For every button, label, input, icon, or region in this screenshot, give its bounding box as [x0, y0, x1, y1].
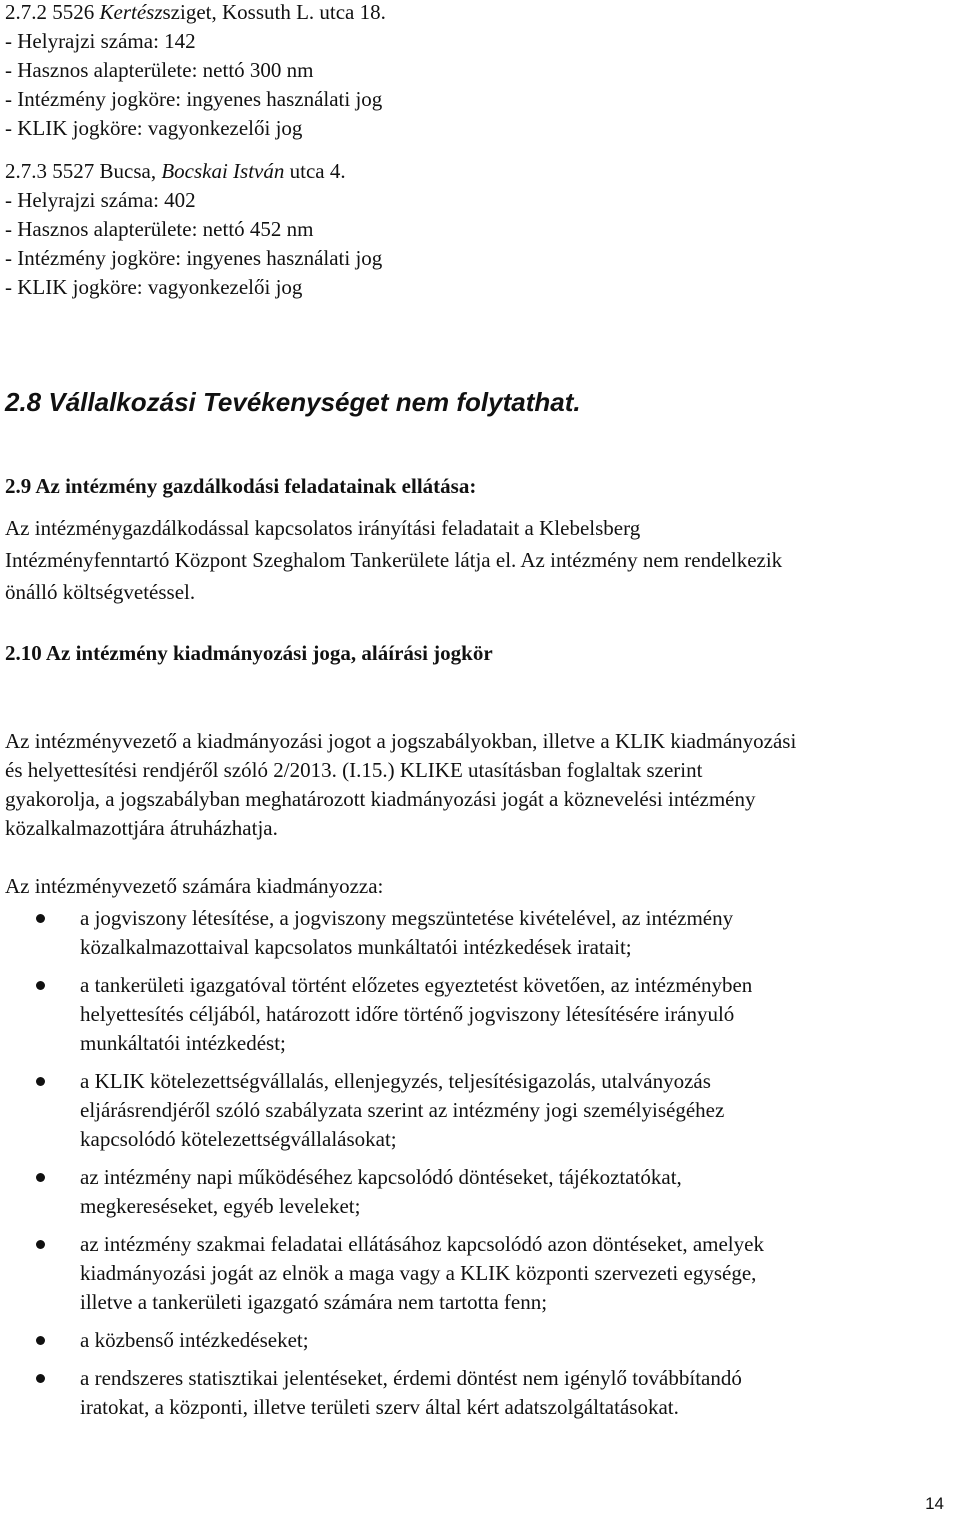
section-2-10-heading: 2.10 Az intézmény kiadmányozási joga, aláírási jogkör — [5, 641, 493, 665]
list-item-line: a jogviszony létesítése, a jogviszony megszüntetése kivételével, az intézmény — [80, 906, 734, 930]
list-item-line: kiadmányozási jogát az elnök a maga vagy a KLIK központi szervezeti egysége, — [80, 1261, 757, 1285]
section-number: 2.7.3 5527 Bucsa, — [5, 159, 162, 183]
list-item-line: a közbenső intézkedéseket; — [80, 1328, 309, 1352]
list-item-line: helyettesítés céljából, határozott időre történő jogviszony létesítésére irányuló — [80, 1002, 735, 1026]
bullet-icon — [36, 1240, 45, 1249]
bullet-icon — [36, 914, 45, 923]
paragraph-line: Az intézménygazdálkodással kapcsolatos irányítási feladatait a Klebelsberg — [5, 516, 641, 540]
paragraph-line: Az intézményvezető a kiadmányozási jogot a jogszabályokban, illetve a KLIK kiadmányozási — [5, 729, 797, 753]
property-line: - KLIK jogköre: vagyonkezelői jog — [5, 275, 303, 299]
bullet-icon — [36, 1173, 45, 1182]
section-2-7-2-heading — [5, 0, 386, 27]
section-2-8-heading: 2.8 Vállalkozási Tevékenységet nem folytathat. — [5, 387, 581, 417]
property-line: - Intézmény jogköre: ingyenes használati jog — [5, 246, 383, 270]
property-line: - Hasznos alapterülete: nettó 300 nm — [5, 58, 314, 82]
property-line: - Intézmény jogköre: ingyenes használati jog — [5, 87, 383, 111]
list-item-line: a tankerületi igazgatóval történt előzetes egyeztetést követően, az intézményben — [80, 973, 753, 997]
page-number: 14 — [925, 1494, 944, 1513]
list-item-line: közalkalmazottaival kapcsolatos munkáltatói intézkedések iratait; — [80, 935, 632, 959]
list-item-line: az intézmény napi működéséhez kapcsolódó döntéseket, tájékoztatókat, — [80, 1165, 682, 1189]
section-number: 2.7.2 5526 — [5, 0, 100, 24]
bullet-icon — [36, 1077, 45, 1086]
property-line: - KLIK jogköre: vagyonkezelői jog — [5, 116, 303, 140]
place-rest: sziget, Kossuth L. utca 18. — [162, 0, 386, 24]
list-item-line: a KLIK kötelezettségvállalás, ellenjegyzés, teljesítésigazolás, utalványozás — [80, 1069, 711, 1093]
paragraph-line: és helyettesítési rendjéről szóló 2/2013. (I.15.) KLIKE utasításban foglaltak szerint — [5, 758, 703, 782]
property-line: - Helyrajzi száma: 402 — [5, 188, 196, 212]
list-item-line: megkereséseket, egyéb leveleket; — [80, 1194, 361, 1218]
bullet-icon — [36, 981, 45, 990]
property-line: - Hasznos alapterülete: nettó 452 nm — [5, 217, 314, 241]
list-intro: Az intézményvezető számára kiadmányozza: — [5, 874, 384, 898]
list-item-line: munkáltatói intézkedést; — [80, 1031, 286, 1055]
bullet-icon — [36, 1374, 45, 1383]
property-line: - Helyrajzi száma: 142 — [5, 29, 196, 53]
paragraph-line: gyakorolja, a jogszabályban meghatározott kiadmányozási jogát a köznevelési intézmény — [5, 787, 756, 811]
list-item-line: eljárásrendjéről szóló szabályzata szerint az intézmény jogi személyiségéhez — [80, 1098, 725, 1122]
paragraph-line: önálló költségvetéssel. — [5, 580, 196, 604]
bullet-icon — [36, 1336, 45, 1345]
section-2-9-heading: 2.9 Az intézmény gazdálkodási feladatainak ellátása: — [5, 474, 477, 498]
list-item-line: a rendszeres statisztikai jelentéseket, érdemi döntést nem igénylő továbbítandó — [80, 1366, 742, 1390]
list-item-line: az intézmény szakmai feladatai ellátásához kapcsolódó azon döntéseket, amelyek — [80, 1232, 764, 1256]
paragraph-line: Intézményfenntartó Központ Szeghalom Tankerülete látja el. Az intézmény nem rendelkezik — [5, 548, 783, 572]
list-item-line: kapcsolódó kötelezettségvállalásokat; — [80, 1127, 397, 1151]
list-item-line: illetve a tankerületi igazgató számára nem tartotta fenn; — [80, 1290, 548, 1314]
section-2-7-3-heading — [5, 157, 346, 186]
list-item-line: iratokat, a központi, illetve területi szerv által kért adatszolgáltatásokat. — [80, 1395, 679, 1419]
place-italic: Kertész — [99, 0, 163, 24]
place-italic: Bocskai István — [161, 159, 285, 183]
paragraph-line: közalkalmazottjára átruházhatja. — [5, 816, 278, 840]
place-rest: utca 4. — [284, 159, 346, 183]
